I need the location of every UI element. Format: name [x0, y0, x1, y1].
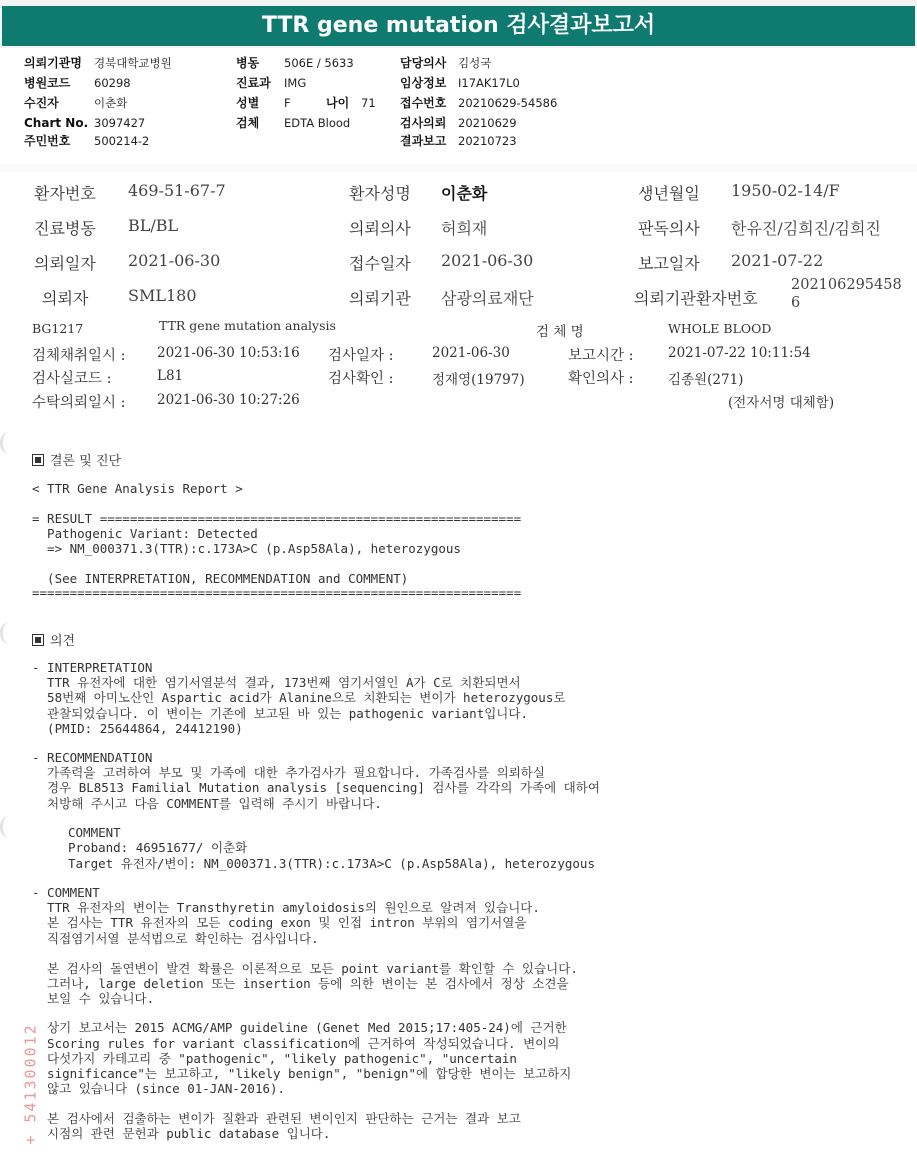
value-patient-no: 469-51-67-7: [128, 181, 226, 200]
value-requesting-org: 삼광의료재단: [441, 289, 534, 308]
scan-mark: [0, 432, 13, 454]
comment-line: 않고 있습니다 (since 01-JAN-2016).: [32, 1081, 286, 1096]
comment-line: TTR 유전자의 변이는 Transthyretin amyloidosis의 원인으로 알려져 있습니다.: [32, 900, 540, 915]
interp-line: 58번째 아미노산인 Aspartic acid가 Alanine으로 치환되는 변이가 heterozygous로: [32, 690, 566, 705]
value-sex: F: [284, 96, 291, 110]
label-reading-doctor: 판독의사: [638, 219, 700, 238]
label-result-report: 결과보고: [400, 134, 447, 148]
value-chart-no: 3097427: [94, 116, 146, 130]
comment-line: 직접염기서열 분석법으로 확인하는 검사입니다.: [32, 931, 319, 946]
value-birthdate: 1950-02-14/F: [731, 181, 840, 200]
comment-line: 본 검사에서 검출하는 변이가 질환과 관련된 변이인지 판단하는 근거는 결과 보고: [32, 1111, 521, 1126]
comment-line: 시점의 관련 문헌과 public database 입니다.: [32, 1126, 331, 1141]
value-reading-doctor: 한유진/김희진/김희진: [731, 219, 881, 238]
interp-line: TTR 유전자에 대한 염기서열분석 결과, 173번째 염기서열인 A가 C로 치환되면서: [32, 675, 521, 690]
value-test-confirm: 정재영(19797): [432, 372, 525, 388]
value-requester-id: SML180: [128, 286, 197, 305]
comment-line: 본 검사의 돌연변이 발견 확률은 이론적으로 모든 point variant를 확인할 수 있습니다.: [32, 961, 578, 976]
label-requester-id: 의뢰자: [42, 289, 89, 308]
label-received-time: 수탁의뢰일시 :: [32, 395, 126, 411]
label-collect-time: 검체채취일시 :: [32, 348, 126, 364]
report-title: TTR gene mutation 검사결과보고서: [2, 6, 915, 46]
value-ward: 506E / 5633: [284, 56, 354, 70]
recom-line: 가족력을 고려하여 부모 및 가족에 대한 추가검사가 필요합니다. 가족검사를 의뢰하실: [32, 765, 545, 780]
label-report-time: 보고시간 :: [568, 348, 634, 364]
label-specimen-name: 검 체 명: [536, 324, 584, 340]
test-name: TTR gene mutation analysis: [159, 318, 336, 333]
value-receipt-date: 2021-06-30: [441, 251, 534, 270]
value-patient: 이춘화: [94, 96, 128, 110]
label-clinic-ward: 진료병동: [34, 219, 96, 238]
scan-mark: [0, 816, 13, 838]
label-requester: 의뢰기관명: [24, 56, 82, 70]
label-department: 진료과: [236, 76, 271, 90]
section-conclusion-heading: [32, 450, 121, 469]
label-patient-name: 환자성명: [349, 184, 411, 203]
value-clinic-ward: BL/BL: [128, 216, 179, 235]
label-age: 나이: [326, 96, 350, 110]
barcode-stamp: + 541300012: [21, 1023, 40, 1145]
header-info: [0, 48, 917, 165]
value-hospital-code: 60298: [94, 76, 131, 90]
label-ward: 병동: [236, 56, 260, 70]
label-referring-doctor: 의뢰의사: [349, 219, 411, 238]
label-resident-no: 주민번호: [24, 134, 71, 148]
comment-line: 보일 수 있습니다.: [32, 991, 155, 1006]
value-requester: 경북대학교병원: [94, 56, 172, 70]
title-banner: [0, 0, 917, 48]
value-doctor: 김성국: [458, 56, 492, 70]
label-test-date: 검사일자 :: [328, 348, 394, 364]
label-report-date: 보고일자: [638, 254, 700, 273]
label-specimen: 검체: [236, 116, 260, 130]
label-receipt-no: 접수번호: [400, 96, 447, 110]
comment-line: - COMMENT: [32, 885, 100, 900]
value-resident-no: 500214-2: [94, 134, 150, 148]
result-status-line: Pathogenic Variant: Detected: [32, 526, 258, 541]
label-chart-no: Chart No.: [24, 116, 89, 130]
recom-line: 경우 BL8513 Familial Mutation analysis [sequencing] 검사를 각각의 가족에 대하여: [32, 780, 600, 795]
value-test-date: 2021-06-30: [432, 345, 510, 361]
interp-line: - INTERPRETATION: [32, 660, 153, 675]
value-received-time: 2021-06-30 10:27:26: [157, 392, 300, 408]
square-bullet-icon: [32, 454, 44, 466]
value-clinical-info: I17AK17L0: [458, 76, 520, 90]
esign-note: (전자서명 대체함): [728, 395, 835, 411]
label-hospital-code: 병원코드: [24, 76, 71, 90]
result-see-line: (See INTERPRETATION, RECOMMENDATION and COMMENT): [32, 571, 409, 586]
divider: [0, 164, 917, 172]
label-requesting-org: 의뢰기관: [349, 289, 411, 308]
label-lab-code: 검사실코드 :: [32, 371, 112, 387]
label-doctor: 담당의사: [400, 56, 447, 70]
label-birthdate: 생년월일: [638, 184, 700, 203]
comment-line: 그러나, large deletion 또는 insertion 등에 의한 변이는 본 검사에서 정상 소견을: [32, 976, 569, 991]
value-report-time: 2021-07-22 10:11:54: [668, 345, 811, 361]
comment-block-proband: Proband: 46951677/ 이춘화: [68, 840, 248, 855]
comment-line: significance"는 보고하고, "likely benign", "benign"에 합당한 변이는 보고하지: [32, 1066, 572, 1081]
label-receipt-date: 접수일자: [349, 254, 411, 273]
comment-line: 다섯가지 카테고리 중 "pathogenic", "likely pathogenic", "uncertain: [32, 1051, 517, 1066]
result-variant-line: => NM_000371.3(TTR):c.173A>C (p.Asp58Ala), heterozygous: [32, 541, 461, 556]
value-receipt-no: 20210629-54586: [458, 96, 558, 110]
value-referring-doctor: 허희재: [441, 219, 488, 238]
label-sex: 성별: [236, 96, 260, 110]
comment-block-title: COMMENT: [68, 825, 121, 840]
value-test-request: 20210629: [458, 116, 517, 130]
value-confirm-doctor: 김종원(271): [668, 372, 744, 388]
square-bullet-icon: [32, 634, 44, 646]
section-opinion-heading: [32, 630, 75, 649]
value-specimen-name: WHOLE BLOOD: [668, 321, 772, 336]
value-org-patient-no-cont: 6: [791, 295, 801, 311]
label-test-request: 검사의뢰: [400, 116, 447, 130]
label-patient-no: 환자번호: [34, 184, 96, 203]
interp-line: 관찰되었습니다. 이 변이는 기존에 보고된 바 있는 pathogenic variant입니다.: [32, 706, 528, 721]
value-department: IMG: [284, 76, 307, 90]
report-title-line: < TTR Gene Analysis Report >: [32, 481, 243, 496]
comment-line: 상기 보고서는 2015 ACMG/AMP guideline (Genet Med 2015;17:405-24)에 근거한: [32, 1020, 567, 1035]
label-test-confirm: 검사확인 :: [328, 371, 394, 387]
label-clinical-info: 임상정보: [400, 76, 447, 90]
label-org-patient-no: 의뢰기관환자번호: [634, 289, 758, 308]
value-report-date: 2021-07-22: [731, 251, 824, 270]
value-lab-code: L81: [157, 368, 184, 384]
label-patient: 수진자: [24, 96, 59, 110]
value-result-report: 20210723: [458, 134, 517, 148]
label-request-date: 의뢰일자: [34, 254, 96, 273]
test-code: BG1217: [32, 321, 84, 336]
section-opinion-title: 의견: [50, 634, 76, 649]
label-confirm-doctor: 확인의사 :: [568, 371, 634, 387]
comment-line: 본 검사는 TTR 유전자의 모든 coding exon 및 인접 intron 부위의 염기서열을: [32, 915, 527, 930]
value-patient-name: 이춘화: [441, 184, 488, 203]
value-specimen: EDTA Blood: [284, 116, 351, 130]
value-request-date: 2021-06-30: [128, 251, 221, 270]
result-footer-line: =================================================================: [32, 585, 522, 600]
result-header-line: = RESULT ========================================================: [32, 511, 522, 526]
recom-line: 처방해 주시고 다음 COMMENT를 입력해 주시기 바랍니다.: [32, 796, 382, 811]
value-org-patient-no: 202106295458: [791, 277, 902, 293]
comment-line: Scoring rules for variant classification에 근거하여 작성되었습니다. 변이의: [32, 1036, 560, 1051]
value-collect-time: 2021-06-30 10:53:16: [157, 345, 300, 361]
interp-line: (PMID: 25644864, 24412190): [32, 721, 243, 736]
value-age: 71: [361, 96, 376, 110]
comment-block-target: Target 유전자/변이: NM_000371.3(TTR):c.173A>C (p.Asp58Ala), heterozygous: [68, 856, 595, 871]
recom-line: - RECOMMENDATION: [32, 750, 153, 765]
section-conclusion-title: 결론 및 진단: [50, 454, 122, 469]
scan-mark: [0, 622, 13, 644]
